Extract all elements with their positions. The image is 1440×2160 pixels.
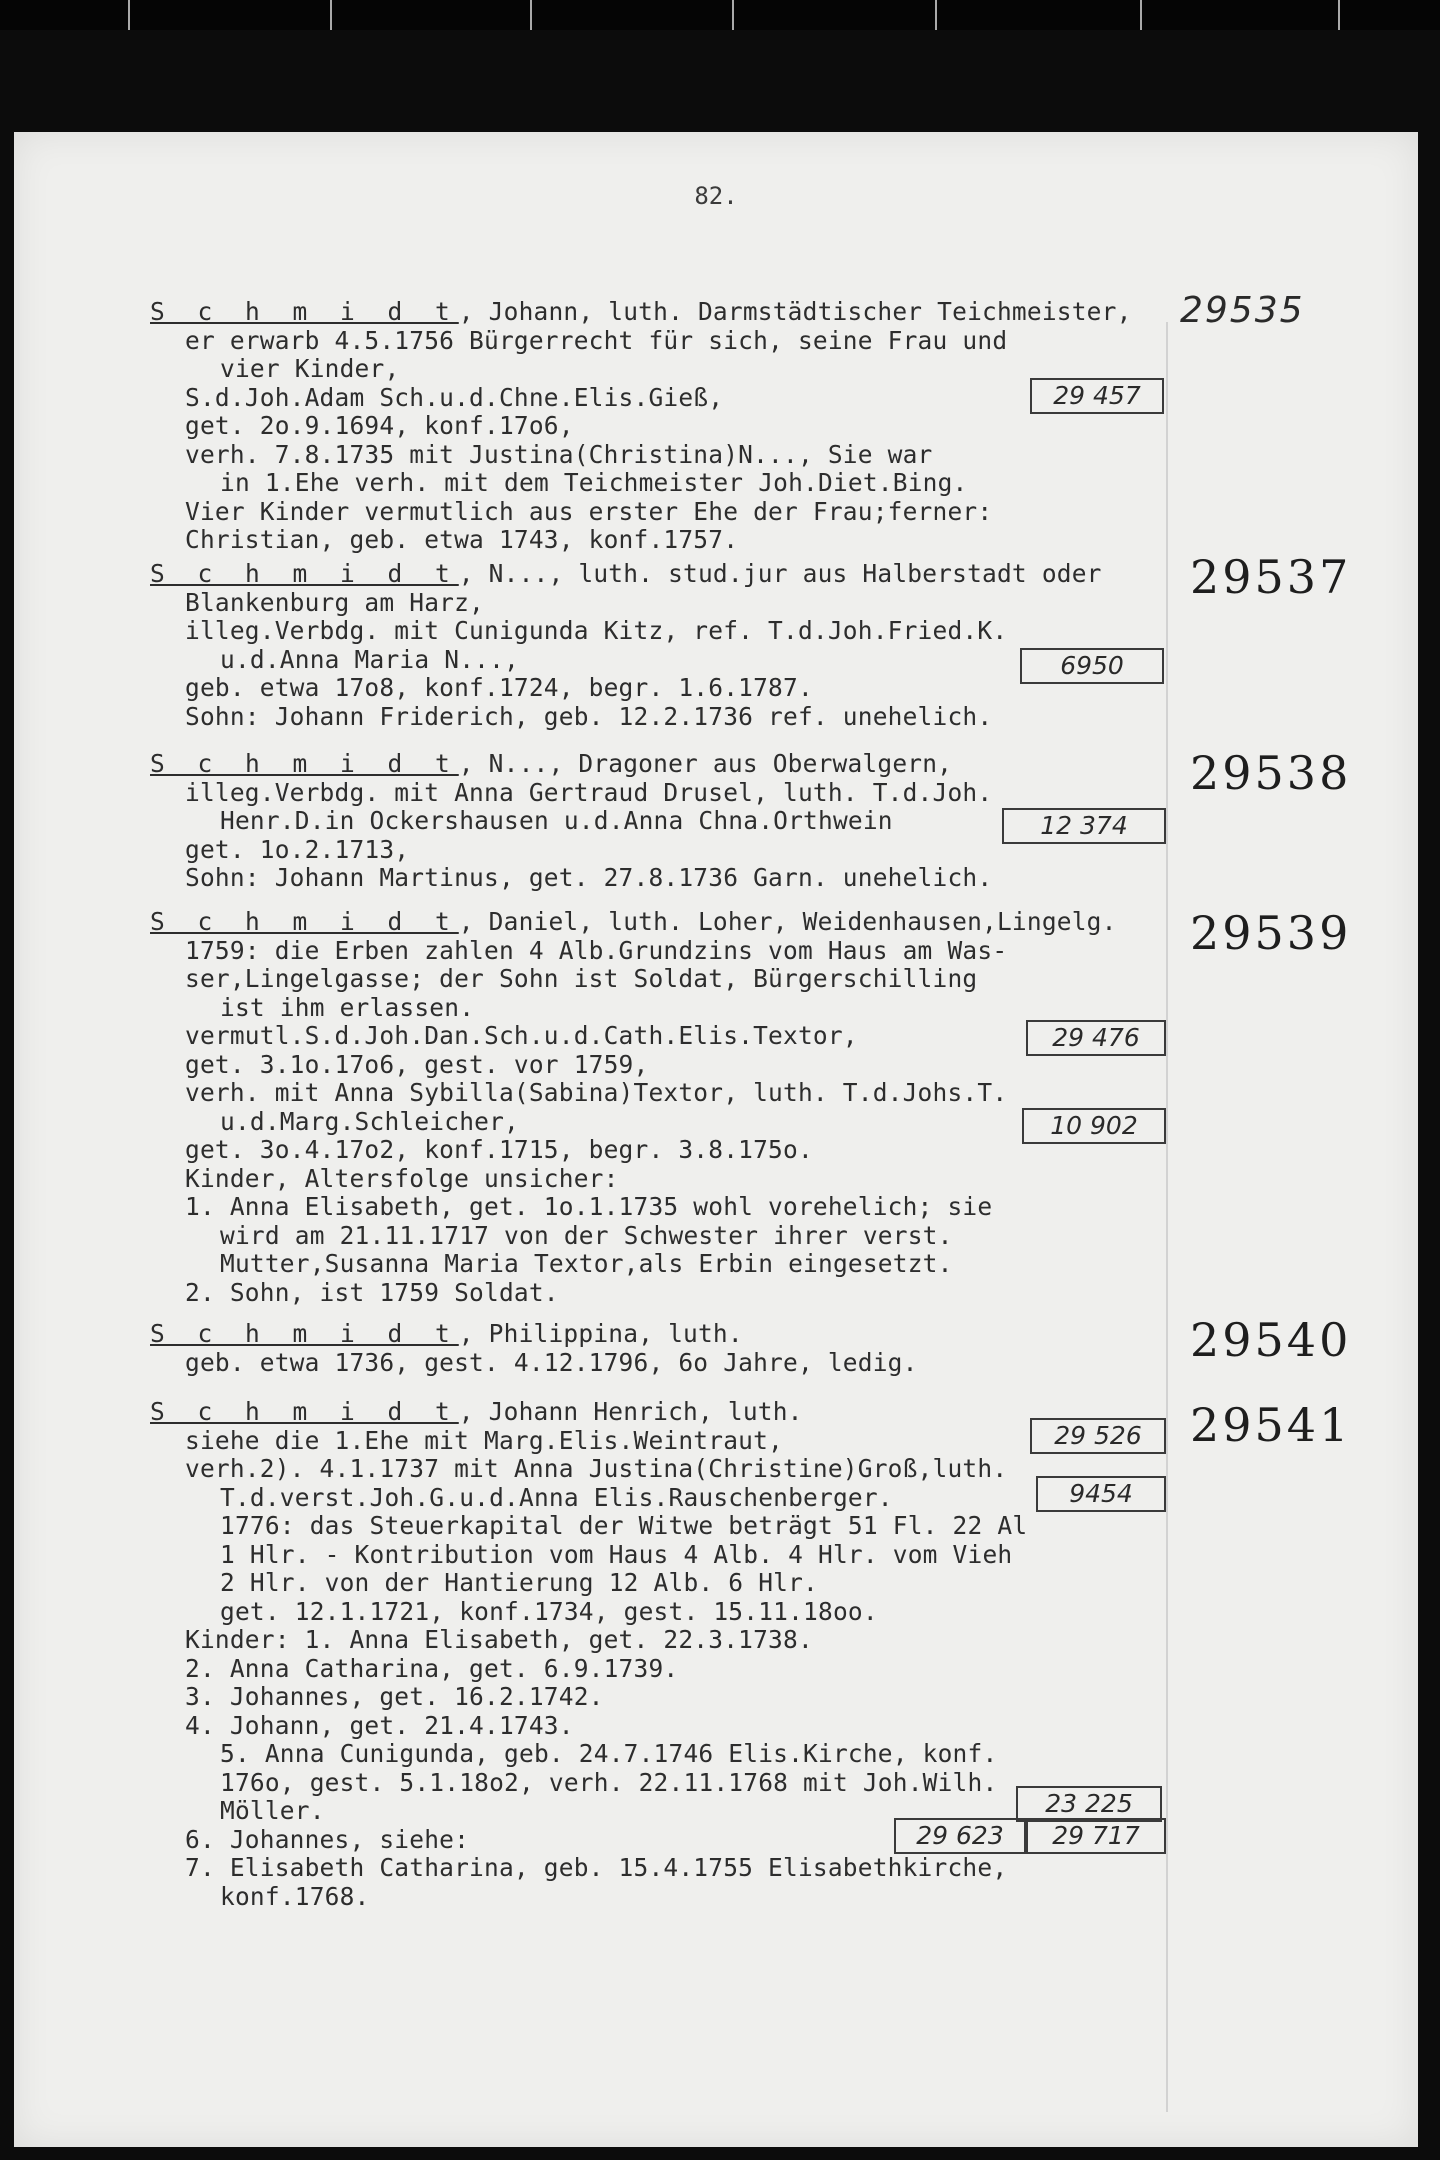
entry-text-line: get. 12.1.1721, konf.1734, gest. 15.11.18oo. [220, 1596, 878, 1626]
entry-text-line: 1. Anna Elisabeth, get. 1o.1.1735 wohl vorehelich; sie [185, 1192, 993, 1221]
cross-reference-box: 23 225 [1016, 1786, 1162, 1822]
entry-text-line: T.d.verst.Joh.G.u.d.Anna Elis.Rauschenberger. [220, 1482, 893, 1512]
entry-text-line: Mutter,Susanna Maria Textor,als Erbin eingesetzt. [220, 1249, 953, 1278]
entry-text-line: wird am 21.11.1717 von der Schwester ihrer verst. [220, 1220, 953, 1250]
entry-text-line: geb. etwa 17o8, konf.1724, begr. 1.6.1787. [185, 673, 813, 702]
entry-heading-line: S c h m i d t, Philippina, luth. [150, 1319, 743, 1348]
entry-text-line: 4. Johann, get. 21.4.1743. [185, 1710, 574, 1740]
entry-text-line: 2. Sohn, ist 1759 Soldat. [185, 1277, 559, 1307]
entry-text-line: 6. Johannes, siehe: [185, 1824, 470, 1854]
entry-text-line: 1776: das Steuerkapital der Witwe beträgt 51 Fl. 22 Al [220, 1511, 1028, 1540]
entry-text-line: 3. Johannes, get. 16.2.1742. [185, 1682, 604, 1711]
entry-text-line: u.d.Marg.Schleicher, [220, 1106, 520, 1136]
entry-text-line: Möller. [220, 1796, 325, 1825]
entry-text-line: 2 Hlr. von der Hantierung 12 Alb. 6 Hlr. [220, 1568, 819, 1597]
surname: S c h m i d t [150, 749, 459, 778]
entry-text-line: u.d.Anna Maria N..., [220, 644, 520, 674]
entry-text-line: verh. mit Anna Sybilla(Sabina)Textor, luth. T.d.Johs.T. [185, 1078, 1008, 1107]
genealogy-entry [150, 1320, 1160, 1377]
cross-reference-box: 6950 [1020, 648, 1164, 684]
entry-text-line: Kinder, Altersfolge unsicher: [185, 1163, 619, 1193]
entry-text-line: siehe die 1.Ehe mit Marg.Elis.Weintraut, [185, 1425, 784, 1455]
entry-text-line: get. 1o.2.1713, [185, 834, 410, 864]
entry-text-line: ist ihm erlassen. [220, 992, 475, 1022]
surname: S c h m i d t [150, 297, 459, 326]
film-tick [935, 0, 937, 30]
entry-heading-line: S c h m i d t, Johann, luth. Darmstädtischer Teichmeister, [150, 297, 1132, 326]
entry-id-number: 29539 [1190, 906, 1352, 960]
surname: S c h m i d t [150, 1397, 459, 1426]
cross-reference-box: 12 374 [1002, 808, 1166, 844]
entry-text-line: get. 2o.9.1694, konf.17o6, [185, 411, 574, 440]
entry-text-line: Sohn: Johann Friderich, geb. 12.2.1736 ref. unehelich. [185, 701, 993, 731]
cross-reference-box: 29 457 [1030, 378, 1164, 414]
cross-reference-box: 9454 [1036, 1476, 1166, 1512]
entry-text-line: 5. Anna Cunigunda, geb. 24.7.1746 Elis.Kirche, konf. [220, 1739, 998, 1768]
cross-reference-box: 29 476 [1026, 1020, 1166, 1056]
entry-text-line: Sohn: Johann Martinus, get. 27.8.1736 Garn. unehelich. [185, 863, 993, 892]
entry-text-line: Henr.D.in Ockershausen u.d.Anna Chna.Orthwein [220, 806, 893, 835]
entry-text-line: illeg.Verbdg. mit Anna Gertraud Drusel, luth. T.d.Joh. [185, 777, 993, 807]
genealogy-entry [150, 298, 1160, 555]
cross-reference-box: 29 623 [894, 1818, 1026, 1854]
film-tick [330, 0, 332, 30]
entry-text-line: 176o, gest. 5.1.18o2, verh. 22.11.1768 mit Joh.Wilh. [220, 1767, 998, 1797]
entry-id-number: 29535 [1180, 290, 1305, 331]
cross-reference-box: 29 717 [1026, 1818, 1166, 1854]
surname: S c h m i d t [150, 907, 459, 936]
entry-heading-line: S c h m i d t, Daniel, luth. Loher, Weidenhausen,Lingelg. [150, 907, 1117, 936]
entry-text-line: vermutl.S.d.Joh.Dan.Sch.u.d.Cath.Elis.Textor, [185, 1021, 858, 1050]
entry-id-number: 29541 [1190, 1398, 1352, 1452]
surname: S c h m i d t [150, 1319, 459, 1348]
entry-text-line: verh.2). 4.1.1737 mit Anna Justina(Christine)Groß,luth. [185, 1454, 1008, 1483]
page-number: 82. [694, 182, 738, 210]
entry-text-line: get. 3.1o.17o6, gest. vor 1759, [185, 1049, 649, 1079]
entry-text-line: S.d.Joh.Adam Sch.u.d.Chne.Elis.Gieß, [185, 382, 724, 412]
margin-rule [1166, 322, 1168, 2112]
entry-id-number: 29540 [1190, 1313, 1352, 1367]
entry-text-line: get. 3o.4.17o2, konf.1715, begr. 3.8.175o. [185, 1135, 813, 1164]
film-tick [1338, 0, 1340, 30]
cross-reference-box: 29 526 [1030, 1418, 1166, 1454]
film-tick [732, 0, 734, 30]
surname: S c h m i d t [150, 559, 459, 588]
entry-text-line: Kinder: 1. Anna Elisabeth, get. 22.3.1738. [185, 1625, 813, 1654]
entry-id-number: 29538 [1190, 746, 1352, 800]
film-tick [1140, 0, 1142, 30]
entry-text-line: 1 Hlr. - Kontribution vom Haus 4 Alb. 4 Hlr. vom Vieh [220, 1539, 1013, 1569]
entry-text-line: vier Kinder, [220, 354, 400, 383]
entry-text-line: verh. 7.8.1735 mit Justina(Christina)N..., Sie war [185, 439, 933, 469]
entry-id-number: 29537 [1190, 550, 1352, 604]
film-strip-border [0, 0, 1440, 30]
entry-text-line: konf.1768. [220, 1881, 370, 1911]
entry-text-line: 1759: die Erben zahlen 4 Alb.Grundzins vom Haus am Was- [185, 935, 1008, 965]
entry-text-line: 2. Anna Catharina, get. 6.9.1739. [185, 1653, 679, 1683]
entry-text-line: ser,Lingelgasse; der Sohn ist Soldat, Bürgerschilling [185, 964, 978, 993]
genealogy-entry [150, 908, 1160, 1307]
entry-text-line: Christian, geb. etwa 1743, konf.1757. [185, 525, 739, 554]
entry-heading-line: S c h m i d t, N..., luth. stud.jur aus Halberstadt oder [150, 559, 1102, 588]
entry-text-line: illeg.Verbdg. mit Cunigunda Kitz, ref. T.d.Joh.Fried.K. [185, 616, 1008, 645]
film-tick [530, 0, 532, 30]
entry-text-line: Blankenburg am Harz, [185, 587, 485, 617]
entry-text-line: er erwarb 4.5.1756 Bürgerrecht für sich, seine Frau und [185, 325, 1008, 355]
cross-reference-box: 10 902 [1022, 1108, 1166, 1144]
entry-text-line: geb. etwa 1736, gest. 4.12.1796, 6o Jahre, ledig. [185, 1347, 918, 1377]
entry-text-line: Vier Kinder vermutlich aus erster Ehe der Frau;ferner: [185, 496, 993, 526]
entry-heading-line: S c h m i d t, Johann Henrich, luth. [150, 1397, 803, 1426]
film-tick [128, 0, 130, 30]
entry-text-line: 7. Elisabeth Catharina, geb. 15.4.1755 Elisabethkirche, [185, 1853, 1008, 1882]
entry-text-line: in 1.Ehe verh. mit dem Teichmeister Joh.Diet.Bing. [220, 468, 968, 497]
entry-heading-line: S c h m i d t, N..., Dragoner aus Oberwalgern, [150, 749, 953, 778]
genealogy-entry [150, 560, 1160, 731]
